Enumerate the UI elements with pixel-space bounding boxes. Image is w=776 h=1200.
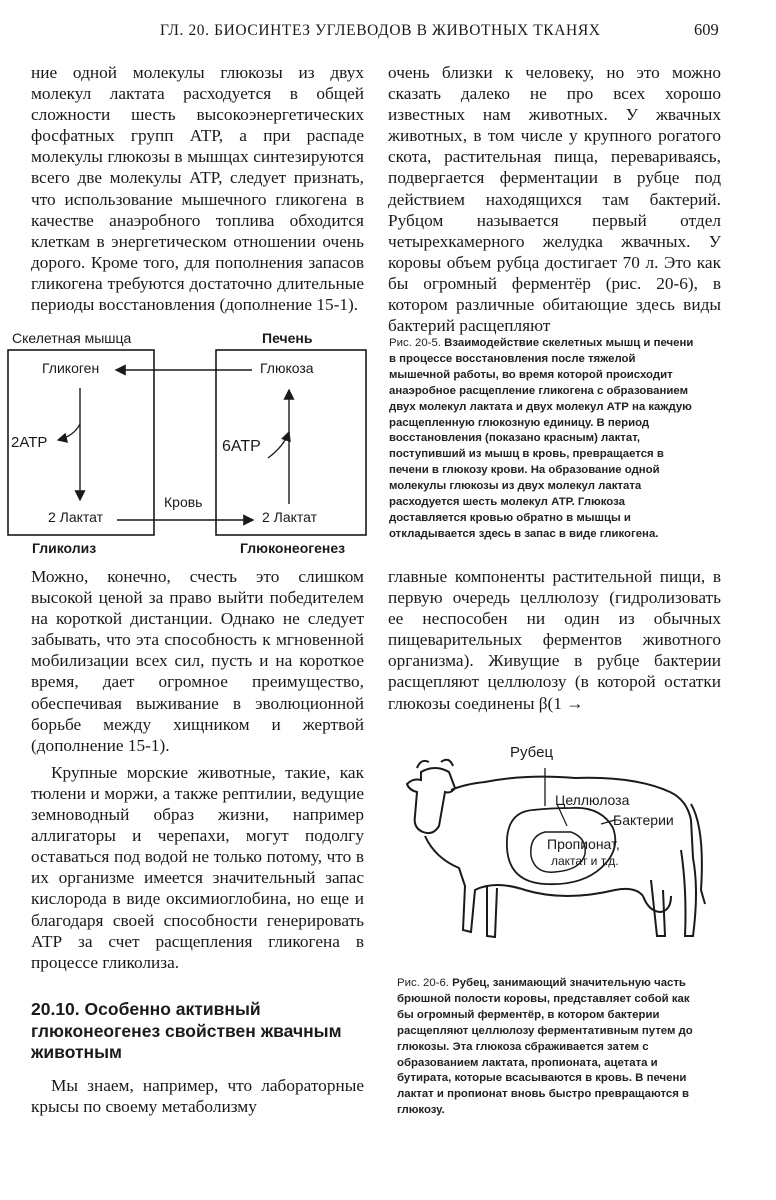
liver-label: Печень: [262, 330, 313, 346]
paragraph: Крупные морские животные, такие, как тюлени и моржи, а также рептилии, ведущие земноводный образ жизни, например аллигаторы и черепахи, могут подолгу оставаться под водой не только потому, что в их организме имеется значительный запас кислорода в виде оксимиоглобина, но еще и благодаря своей способности генерировать АТР за счет расщепления гликогена в процессе гликолиза.: [31, 762, 364, 972]
section-title: Особенно активный глюконеогенез свойствен жвачным животным: [31, 999, 342, 1062]
caption-text: Взаимодействие скелетных мышц и печени в процессе восстановления после тяжелой мышечной работы, во время которой происходит анаэробное расщепление гликогена с образованием двух молекул лактата и двух молекул АТР на каждую расщепленную глюкозную единицу. В период восстановления (показано красным) лактат, поступивший из мышц в кровь, превращается в печени в глюкозу крови. На образование одной молекулы глюкозы из двух молекул лактата расходуется шесть молекул АТР. Глюкоза доставляется кровью обратно в мышцы и откладывается здесь в запас в виде гликогена.: [389, 337, 694, 540]
left-column-top: [31, 62, 364, 315]
atp-right-arrow: [268, 432, 289, 458]
lactate-etc-label: лактат и т.д.: [551, 854, 619, 868]
caption-20-6: [397, 976, 697, 1119]
lactate-left-label: 2 Лактат: [48, 509, 104, 525]
figure-20-5: [0, 328, 380, 560]
paragraph: очень близки к человеку, но это можно сказать далеко не про всех хорошо известных нам животных. У жвачных животных, в том числе у крупного рогатого скота, растительная пища, перевариваясь, подвергается ферментации в рубце под действием находящихся там бактерий. Рубцом называется первый отдел четырехкамерного желудка жвачных. У коровы объем рубца достигает 70 л. Это как бы огромный ферментёр (рис. 20-6), в котором различные обитающие здесь виды бактерий расщепляют: [388, 63, 721, 336]
lactate-right-label: 2 Лактат: [262, 509, 318, 525]
rumen-label: Рубец: [510, 744, 554, 761]
propionate-label: Пропионат,: [547, 836, 620, 852]
right-column-top: [388, 62, 721, 336]
section-number: 20.10.: [31, 999, 80, 1019]
right-column-bottom: [388, 566, 721, 714]
cow-horns: [417, 760, 453, 768]
caption-label: Рис. 20-5.: [389, 337, 441, 349]
caption-text: Рубец, занимающий значительную часть брюшной полости коровы, представляет собой как бы огромный ферментёр, в котором бактерии расщепляют целлюлозу ферментативным путем до глюкозы. Эта глюкоза сбраживается затем с образованием лактата, пропионата, ацетата и бутирата, которые всасываются в кровь. В печени лактат и пропионат вновь быстро превращаются в глюкозу.: [397, 977, 693, 1117]
running-header: ГЛ. 20. БИОСИНТЕЗ УГЛЕВОДОВ В ЖИВОТНЫХ ТКАНЯХ: [160, 22, 601, 39]
blood-label: Кровь: [164, 494, 203, 510]
left-column-bottom: [31, 566, 364, 973]
muscle-label: Скелетная мышца: [12, 330, 132, 346]
paragraph: ние одной молекулы глюкозы из двух молекул лактата расходуется в общей сложности шесть высокоэнергетических фосфатных групп АТР, а при распаде молекулы глюкозы в мышцах синтезируются всего две молекулы АТР, следует признать, что использование мышечного гликогена в качестве анаэробного топлива обходится клеткам в энергетическом отношении очень дорого. Кроме того, для пополнения запасов гликогена требуются достаточно длительные периоды восстановления (дополнение 15-1).: [31, 63, 364, 315]
cow-hind-leg-1: [651, 880, 665, 936]
glycolysis-label: Гликолиз: [32, 540, 97, 556]
paragraph: Можно, конечно, счесть это слишком высокой ценой за право выйти победителем на короткой дистанции. Однако не следует забывать, что эта способность к мгновенной мобилизации всех сил, пусть и на короткое время, дает огромное преимущество, обеспечивая выживание в эволюционной борьбе между хищником и жертвой (дополнение 15-1).: [31, 567, 364, 755]
cellulose-label: Целлюлоза: [555, 792, 630, 808]
atp-left-label: 2ATP: [11, 434, 48, 451]
caption-label: Рис. 20-6.: [397, 977, 449, 989]
left-column-last: [31, 1075, 364, 1117]
glycogen-label: Гликоген: [42, 360, 100, 376]
bacteria-label: Бактерии: [613, 812, 674, 828]
atp-left-arrow: [58, 424, 80, 440]
caption-20-5: [389, 336, 699, 543]
gluconeogenesis-label: Глюконеогенез: [240, 540, 346, 556]
figure-20-6: [395, 740, 725, 965]
atp-right-label: 6ATP: [222, 438, 261, 455]
page-number: 609: [694, 20, 719, 39]
cow-hind-leg-2: [681, 850, 696, 936]
paragraph: главные компоненты растительной пищи, в первую очередь целлюлозу (гидролизовать ее неспособен ни один из обычных пищеварительных ферментов животного организма). Живущие в рубце бактерии расщепляют целлюлозу (в которой остатки глюкозы соединены β(1 →: [388, 567, 721, 713]
section-heading: [31, 999, 351, 1064]
paragraph: Мы знаем, например, что лабораторные крысы по своему метаболизму: [31, 1076, 364, 1117]
cow-udder: [643, 896, 671, 912]
cow-illustration: [395, 740, 725, 965]
cow-front-leg: [487, 886, 497, 937]
glucose-label: Глюкоза: [260, 360, 314, 376]
cow-head: [407, 768, 455, 833]
